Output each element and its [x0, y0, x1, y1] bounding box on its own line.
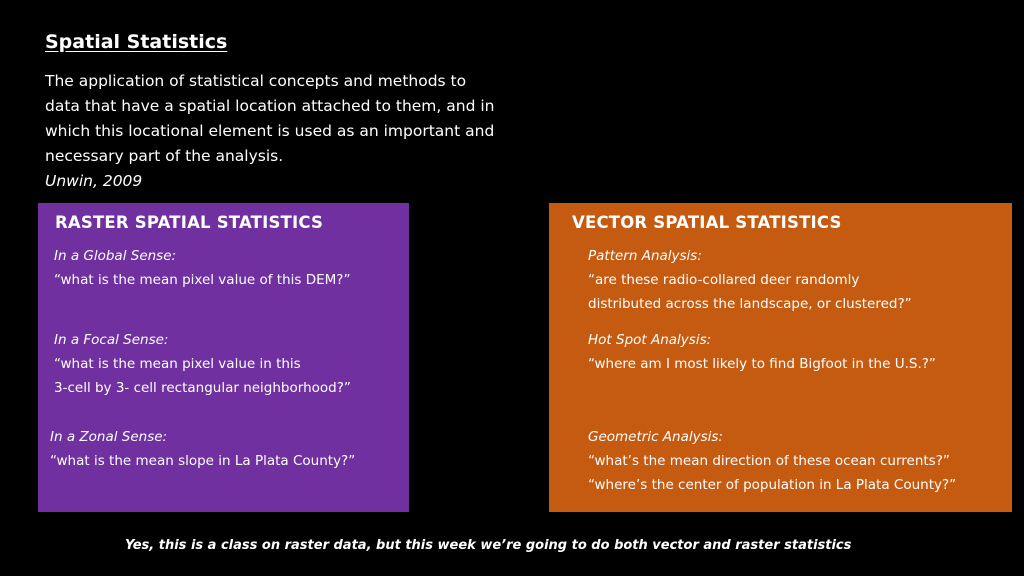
definition-line: necessary part of the analysis. [45, 147, 284, 165]
vector-statistics-panel [549, 203, 1012, 512]
vector-hotspot-question: “where am I most likely to find Bigfoot in the U.S.?” [588, 356, 936, 372]
vector-hotspot-label: Hot Spot Analysis: [588, 332, 712, 348]
raster-focal-item [54, 328, 351, 400]
raster-statistics-panel [38, 203, 409, 512]
vector-panel-heading: VECTOR SPATIAL STATISTICS [572, 213, 842, 232]
definition-line: The application of statistical concepts and methods to [45, 72, 467, 90]
slide-title: Spatial Statistics [45, 31, 228, 53]
raster-zonal-question: “what is the mean slope in La Plata County?” [50, 453, 356, 469]
raster-zonal-label: In a Zonal Sense: [50, 429, 168, 445]
vector-geometric-question-line: “where’s the center of population in La Plata County?” [588, 477, 957, 493]
vector-pattern-question-line: distributed across the landscape, or clustered?” [588, 296, 912, 312]
vector-geometric-question-line: “what’s the mean direction of these ocean currents?” [588, 453, 950, 469]
raster-global-label: In a Global Sense: [54, 248, 177, 264]
raster-global-item [54, 244, 350, 292]
raster-focal-question-line: “what is the mean pixel value in this [54, 356, 301, 372]
definition-line: data that have a spatial location attached to them, and in [45, 97, 495, 115]
raster-focal-question-line: 3-cell by 3- cell rectangular neighborhood?” [54, 380, 351, 396]
slide-footnote: Yes, this is a class on raster data, but this week we’re going to do both vector and raster statistics [125, 538, 852, 553]
raster-zonal-item [50, 425, 355, 473]
raster-focal-label: In a Focal Sense: [54, 332, 169, 348]
vector-pattern-label: Pattern Analysis: [588, 248, 702, 264]
definition-citation: Unwin, 2009 [45, 172, 143, 190]
vector-pattern-item [588, 244, 912, 316]
definition-line: which this locational element is used as an important and [45, 122, 495, 140]
vector-geometric-item [588, 425, 956, 497]
definition-block [45, 69, 555, 194]
raster-panel-heading: RASTER SPATIAL STATISTICS [55, 213, 324, 232]
vector-hotspot-item [588, 328, 936, 376]
vector-geometric-label: Geometric Analysis: [588, 429, 723, 445]
vector-pattern-question-line: “are these radio-collared deer randomly [588, 272, 860, 288]
raster-global-question: “what is the mean pixel value of this DEM?” [54, 272, 351, 288]
